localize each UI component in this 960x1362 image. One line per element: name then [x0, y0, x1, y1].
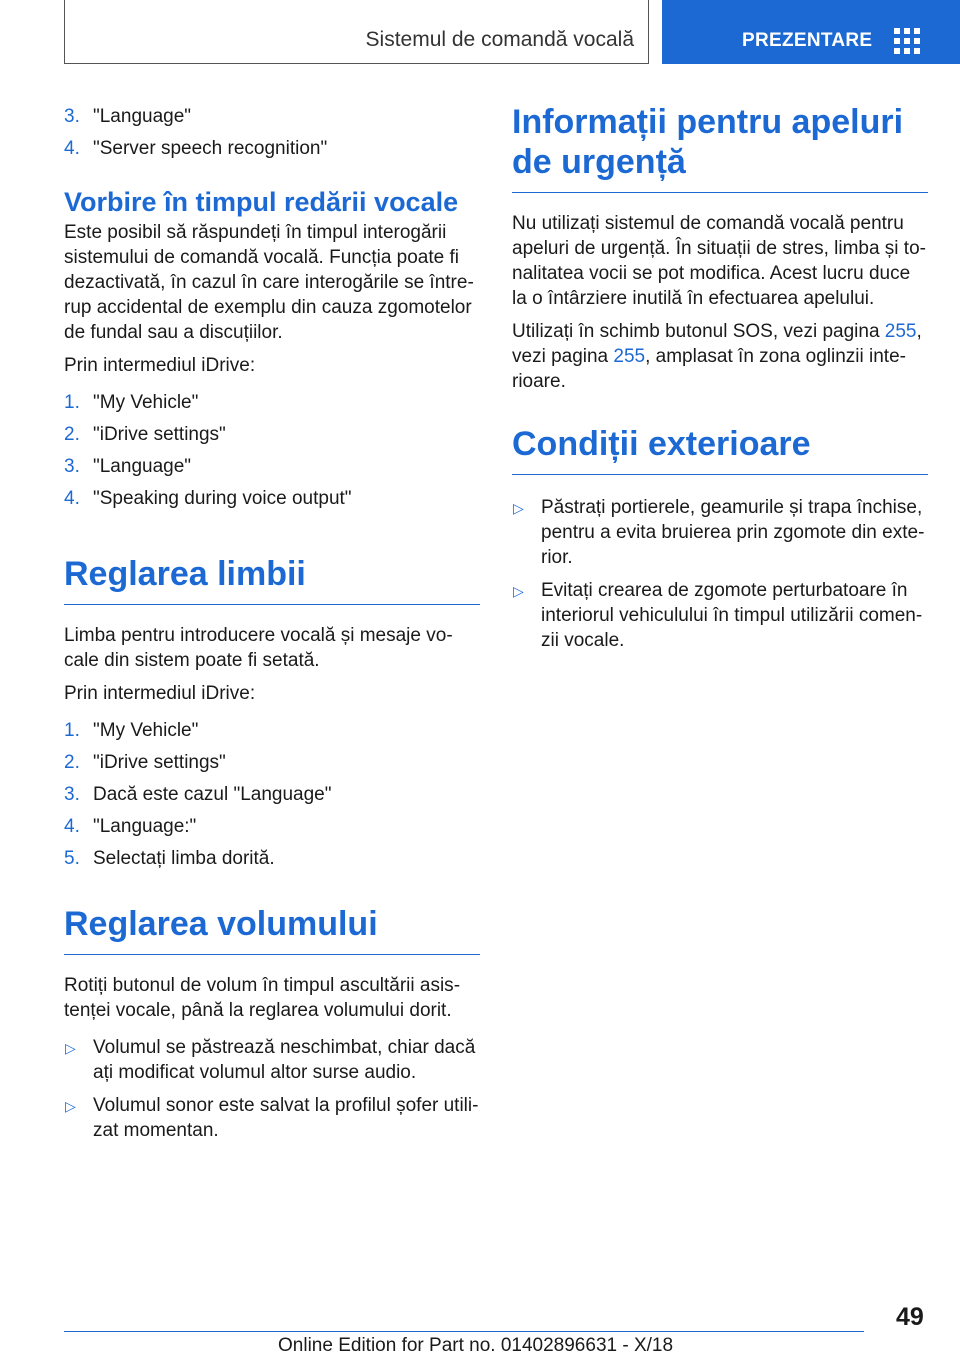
edition-info: Online Edition for Part no. 01402896631 - X/18 [278, 1335, 674, 1356]
header-section-tab[interactable] [662, 0, 960, 64]
page-link[interactable]: 255 [613, 346, 646, 367]
section-label: PREZENTARE [742, 30, 873, 51]
triangle-bullet-icon: ▷ [65, 1098, 76, 1114]
grid-icon [894, 28, 920, 54]
list-item: 5. Selectați limba dorită. [64, 848, 275, 869]
volume-section [64, 904, 480, 1151]
footer-divider [64, 1331, 864, 1332]
steps-list [64, 390, 480, 512]
triangle-bullet-icon: ▷ [513, 500, 524, 516]
paragraph: Nu utilizați sistemul de comandă vocală pentru apeluri de urgență. În situații de stres, limba și tonalitatea vocii se pot modifica. Acest lucru duce la o întârziere inutilă în efectuarea apelului. [512, 213, 926, 309]
list-item: ▷ Volumul se păstrează neschimbat, chiar dacă ați modificat volumul altor surse audio. [65, 1037, 476, 1083]
list-item: 3. "Language" [64, 456, 192, 477]
page-number: 49 [896, 1303, 924, 1331]
list-item: 1. "My Vehicle" [64, 720, 199, 741]
header-chapter-box [64, 0, 649, 64]
top-steps-list [64, 104, 480, 168]
speaking-section [64, 186, 480, 518]
bullet-list [64, 1035, 480, 1143]
section-heading: Reglarea limbii [64, 554, 480, 605]
section-heading: Reglarea volumului [64, 904, 480, 955]
language-section [64, 554, 480, 878]
paragraph: Prin intermediul iDrive: [64, 683, 256, 704]
paragraph: Limba pentru introducere vocală și mesaje vocale din sistem poate fi setată. [64, 625, 453, 671]
paragraph: Prin intermediul iDrive: [64, 355, 256, 376]
section-heading: Vorbire în timpul redării vocale [64, 187, 459, 217]
chapter-title: Sistemul de comandă vocală [365, 28, 634, 51]
triangle-bullet-icon: ▷ [513, 583, 524, 599]
paragraph: Este posibil să răspundeți în timpul interogării sistemului de comandă vocală. Funcția poate fi dezactivată, în cazul în care interogările se întrerup accidental de exemplu din cauza zgomotelor de fundal sau a discuțiilor. [64, 222, 474, 343]
list-item: ▷ Păstrați portierele, geamurile și trapa închise, pentru a evita bruierea prin zgomote din exterior. [513, 497, 925, 568]
list-item: 4. "Server speech recognition" [64, 138, 328, 159]
steps-list [64, 718, 480, 872]
list-item: 2. "iDrive settings" [64, 752, 226, 773]
section-heading: Condiții exterioare [512, 424, 928, 475]
page-header [0, 0, 960, 66]
paragraph: Utilizați în schimb butonul SOS, vezi pagina 255, vezi pagina 255, amplasat în zona oglinzii interioare. [512, 321, 922, 392]
conditions-section [512, 424, 928, 661]
emergency-section [512, 102, 928, 402]
list-item: 2. "iDrive settings" [64, 424, 226, 445]
list-item: 3. "Language" [64, 106, 192, 127]
list-item: 4. "Language:" [64, 816, 197, 837]
list-item: 4. "Speaking during voice output" [64, 488, 352, 509]
list-item: ▷ Evitați crearea de zgomote perturbatoare în interiorul vehiculului în timpul utilizării comenzii vocale. [513, 580, 923, 651]
section-heading: Informații pentru apeluri de urgență [512, 102, 928, 193]
list-item: 1. "My Vehicle" [64, 392, 199, 413]
list-item: 3. Dacă este cazul "Language" [64, 784, 332, 805]
triangle-bullet-icon: ▷ [65, 1040, 76, 1056]
bullet-list [512, 495, 928, 653]
paragraph: Rotiți butonul de volum în timpul ascultării asistenței vocale, până la reglarea volumului dorit. [64, 975, 461, 1021]
list-item: ▷ Volumul sonor este salvat la profilul șofer utilizat momentan. [65, 1095, 479, 1141]
page-link[interactable]: 255 [884, 321, 917, 342]
